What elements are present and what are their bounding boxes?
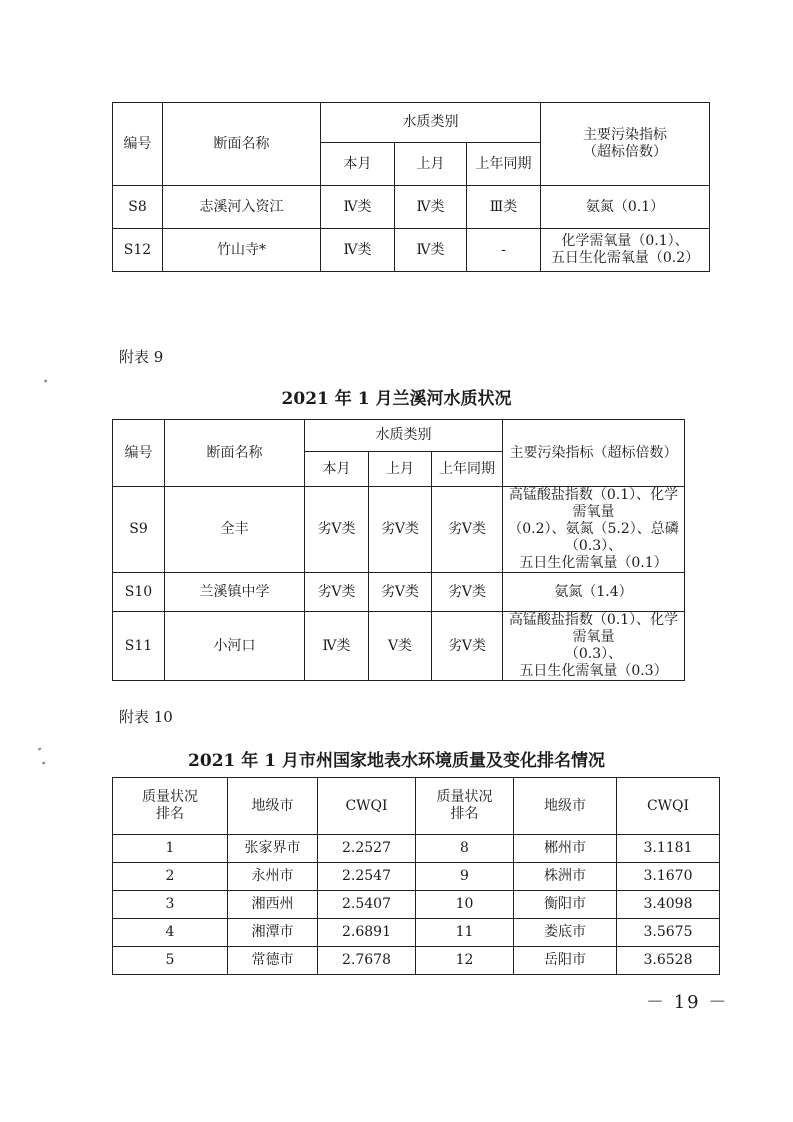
cell-rank: 9 (416, 863, 514, 891)
cell-last-year: 劣Ⅴ类 (432, 487, 503, 573)
pollutant-line: （0.3）、 (564, 646, 623, 662)
header-section-name: 断面名称 (163, 103, 321, 186)
cell-rank: 2 (113, 863, 228, 891)
cell-city: 株洲市 (514, 863, 617, 891)
header-rank (113, 778, 228, 835)
cell-last-month: 劣Ⅴ类 (369, 487, 432, 573)
table-row (113, 229, 710, 272)
cell-section-name: 小河口 (165, 612, 305, 681)
header-section-name: 断面名称 (165, 420, 305, 487)
cell-cwqi: 3.1181 (617, 835, 720, 863)
cell-section-name: 兰溪镇中学 (165, 573, 305, 612)
cell-last-month: Ⅳ类 (395, 186, 467, 229)
pollutant-line: 氨氮（0.1） (585, 198, 665, 215)
table-row (113, 891, 720, 919)
cell-section-name: 全丰 (165, 487, 305, 573)
header-water-category: 水质类别 (305, 420, 503, 452)
table-row (113, 186, 710, 229)
cell-rank: 4 (113, 919, 228, 947)
scan-speck (44, 379, 47, 382)
cell-rank: 3 (113, 891, 228, 919)
table-row (113, 612, 685, 681)
cell-rank: 8 (416, 835, 514, 863)
city-ranking-table (112, 777, 720, 975)
cell-city: 常德市 (228, 947, 318, 975)
header-id: 编号 (113, 103, 163, 186)
header-cwqi: CWQI (617, 778, 720, 835)
pollutant-line: 高锰酸盐指数（0.1）、化学需氧量 (508, 612, 679, 645)
cell-cwqi: 2.2527 (318, 835, 416, 863)
pollutant-line: （0.2）、氨氮（5.2）、总磷（0.3）、 (508, 521, 679, 554)
cell-city: 张家界市 (228, 835, 318, 863)
header-pollutant (541, 103, 710, 186)
header-city: 地级市 (514, 778, 617, 835)
cell-pollutant (503, 612, 685, 681)
appendix-10-title: 2021 年 1 月市州国家地表水环境质量及变化排名情况 (188, 751, 605, 771)
header-this-month: 本月 (321, 143, 395, 186)
header-rank-line2: 排名 (450, 806, 479, 822)
cell-cwqi: 3.4098 (617, 891, 720, 919)
header-water-category: 水质类别 (321, 103, 541, 143)
pollutant-line: 化学需氧量（0.1）、 (561, 233, 689, 249)
cell-pollutant (541, 229, 710, 272)
cell-rank: 5 (113, 947, 228, 975)
cell-id: S12 (113, 229, 163, 272)
cell-this-month: Ⅳ类 (305, 612, 369, 681)
pollutant-line: 五日生化需氧量（0.1） (519, 555, 668, 571)
header-pollutant: 主要污染指标（超标倍数） (503, 420, 685, 487)
cell-cwqi: 2.5407 (318, 891, 416, 919)
cell-city: 湘西州 (228, 891, 318, 919)
cell-this-month: 劣Ⅴ类 (305, 573, 369, 612)
header-rank (416, 778, 514, 835)
table-row (113, 573, 685, 612)
cell-id: S9 (113, 487, 165, 573)
header-this-month: 本月 (305, 452, 369, 487)
cell-rank: 12 (416, 947, 514, 975)
table-row (113, 947, 720, 975)
cell-last-year: 劣Ⅴ类 (432, 573, 503, 612)
cell-id: S8 (113, 186, 163, 229)
appendix-10-label: 附表 10 (119, 708, 173, 726)
continued-water-quality-table (112, 102, 710, 272)
table-row (113, 919, 720, 947)
header-rank-line2: 排名 (156, 806, 184, 822)
pollutant-line: 五日生化需氧量（0.3） (519, 663, 668, 679)
cell-cwqi: 3.1670 (617, 863, 720, 891)
header-pollutant-line1: 主要污染指标 (583, 127, 668, 143)
header-rank-line1: 质量状况 (142, 789, 198, 805)
appendix-9-label: 附表 9 (119, 348, 164, 366)
cell-last-year: Ⅲ类 (467, 186, 541, 229)
appendix-9-title: 2021 年 1 月兰溪河水质状况 (281, 389, 512, 409)
cell-section-name: 竹山寺* (163, 229, 321, 272)
table-row (113, 487, 685, 573)
cell-last-month: Ⅴ类 (369, 612, 432, 681)
cell-this-month: Ⅳ类 (321, 186, 395, 229)
header-id: 编号 (113, 420, 165, 487)
cell-id: S11 (113, 612, 165, 681)
cell-pollutant (541, 186, 710, 229)
cell-cwqi: 2.6891 (318, 919, 416, 947)
cell-city: 郴州市 (514, 835, 617, 863)
cell-rank: 1 (113, 835, 228, 863)
header-last-year: 上年同期 (467, 143, 541, 186)
cell-this-month: Ⅳ类 (321, 229, 395, 272)
cell-city: 湘潭市 (228, 919, 318, 947)
cell-cwqi: 2.7678 (318, 947, 416, 975)
cell-last-year: - (467, 229, 541, 272)
header-last-month: 上月 (395, 143, 467, 186)
cell-last-year: 劣Ⅴ类 (432, 612, 503, 681)
header-last-year: 上年同期 (432, 452, 503, 487)
cell-pollutant (503, 487, 685, 573)
cell-cwqi: 3.6528 (617, 947, 720, 975)
header-pollutant-line2: （超标倍数） (583, 144, 668, 160)
cell-city: 永州市 (228, 863, 318, 891)
cell-this-month: 劣Ⅴ类 (305, 487, 369, 573)
cell-id: S10 (113, 573, 165, 612)
cell-rank: 11 (416, 919, 514, 947)
cell-section-name: 志溪河入资江 (163, 186, 321, 229)
page-number: － 19 － (646, 992, 729, 1013)
pollutant-line: 高锰酸盐指数（0.1）、化学需氧量 (508, 487, 679, 520)
lanxi-river-water-quality-table (112, 419, 685, 681)
header-rank-line1: 质量状况 (436, 789, 493, 805)
cell-city: 娄底市 (514, 919, 617, 947)
cell-pollutant (503, 573, 685, 612)
cell-rank: 10 (416, 891, 514, 919)
header-last-month: 上月 (369, 452, 432, 487)
cell-cwqi: 3.5675 (617, 919, 720, 947)
cell-last-month: 劣Ⅴ类 (369, 573, 432, 612)
header-city: 地级市 (228, 778, 318, 835)
pollutant-line: 氨氮（1.4） (554, 583, 633, 600)
cell-city: 衡阳市 (514, 891, 617, 919)
cell-cwqi: 2.2547 (318, 863, 416, 891)
cell-city: 岳阳市 (514, 947, 617, 975)
cell-last-month: Ⅳ类 (395, 229, 467, 272)
pollutant-line: 五日生化需氧量（0.2） (550, 250, 700, 266)
table-row (113, 863, 720, 891)
header-cwqi: CWQI (318, 778, 416, 835)
table-row (113, 835, 720, 863)
